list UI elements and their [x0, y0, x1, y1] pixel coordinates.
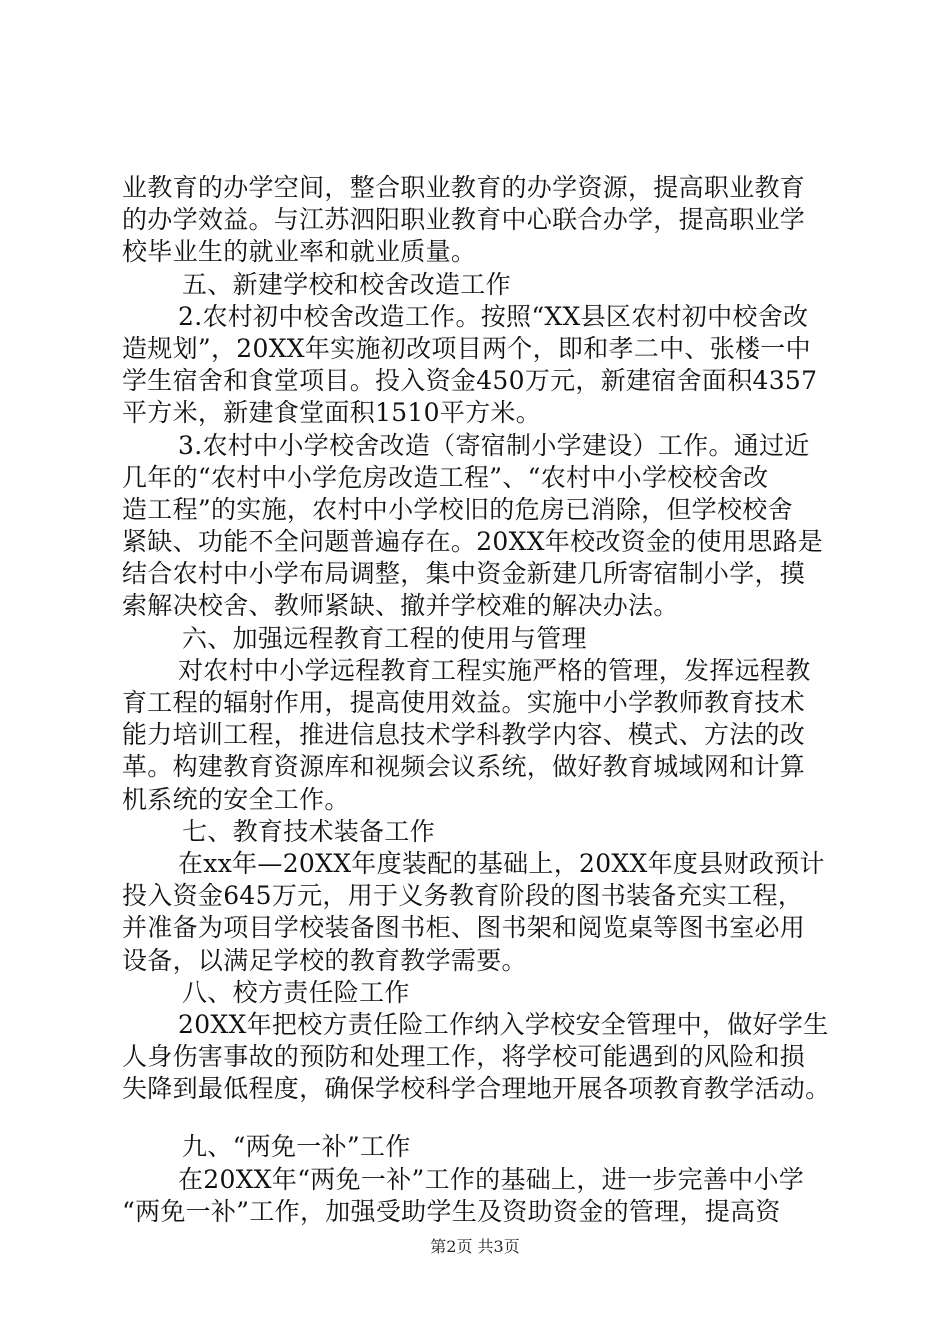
section-heading-9: 九、“两免一补”工作	[182, 1132, 411, 1162]
body-line: 设备，以满足学校的教育教学需要。	[122, 945, 527, 975]
body-line: 对农村中小学远程教育工程实施严格的管理，发挥远程教	[178, 655, 811, 685]
body-line: 在20XX年“两免一补”工作的基础上，进一步完善中小学	[178, 1164, 805, 1194]
section-heading-7: 七、教育技术装备工作	[182, 816, 436, 846]
body-line: 造规划”，20XX年实施初改项目两个，即和孝二中、张楼一中	[122, 333, 811, 363]
page-number-label: 第2页 共3页	[430, 1237, 520, 1256]
body-line: “两免一补”工作，加强受助学生及资助资金的管理，提高资	[122, 1196, 781, 1226]
body-line: 并准备为项目学校装备图书柜、图书架和阅览桌等图书室必用	[122, 913, 806, 943]
section-heading-8: 八、校方责任险工作	[182, 977, 410, 1007]
body-line: 的办学效益。与江苏泗阳职业教育中心联合办学，提高职业学	[122, 205, 806, 235]
body-line: 平方米，新建食堂面积1510平方米。	[122, 398, 542, 428]
body-line: 20XX年把校方责任险工作纳入学校安全管理中，做好学生	[178, 1009, 829, 1039]
body-line: 失降到最低程度，确保学校科学合理地开展各项教育教学活动。	[122, 1074, 831, 1104]
paragraph-gap	[122, 1105, 842, 1131]
body-line: 在xx年—20XX年度装配的基础上，20XX年度县财政预计	[178, 848, 825, 878]
body-line: 几年的“农村中小学危房改造工程”、“农村中小学校校舍改	[122, 462, 769, 492]
body-line: 索解决校舍、教师紧缺、撤并学校难的解决办法。	[122, 591, 679, 621]
body-line: 3.农村中小学校舍改造（寄宿制小学建设）工作。通过近	[178, 430, 810, 460]
body-line: 校毕业生的就业率和就业质量。	[122, 237, 477, 267]
body-line: 紧缺、功能不全问题普遍存在。20XX年校改资金的使用思路是	[122, 527, 824, 557]
body-line: 能力培训工程，推进信息技术学科教学内容、模式、方法的改	[122, 720, 806, 750]
section-heading-6: 六、加强远程教育工程的使用与管理	[182, 623, 587, 653]
body-line: 革。构建教育资源库和视频会议系统，做好教育城域网和计算	[122, 752, 806, 782]
body-line: 机系统的安全工作。	[122, 784, 350, 814]
body-line: 2.农村初中校舍改造工作。按照“XX县区农村初中校舍改	[178, 301, 809, 331]
body-line: 人身伤害事故的预防和处理工作，将学校可能遇到的风险和损	[122, 1042, 806, 1072]
body-line: 造工程”的实施，农村中小学校旧的危房已消除，但学校校舍	[122, 494, 793, 524]
body-line: 业教育的办学空间，整合职业教育的办学资源，提高职业教育	[122, 173, 806, 202]
document-body	[122, 172, 842, 1228]
page-footer	[0, 1236, 950, 1258]
body-line: 育工程的辐射作用，提高使用效益。实施中小学教师教育技术	[122, 688, 806, 717]
body-line: 投入资金645万元，用于义务教育阶段的图书装备充实工程，	[122, 881, 804, 911]
body-line: 学生宿舍和食堂项目。投入资金450万元，新建宿舍面积4357	[122, 366, 818, 396]
body-line: 结合农村中小学布局调整，集中资金新建几所寄宿制小学，摸	[122, 559, 806, 589]
section-heading-5: 五、新建学校和校舍改造工作	[182, 269, 511, 299]
